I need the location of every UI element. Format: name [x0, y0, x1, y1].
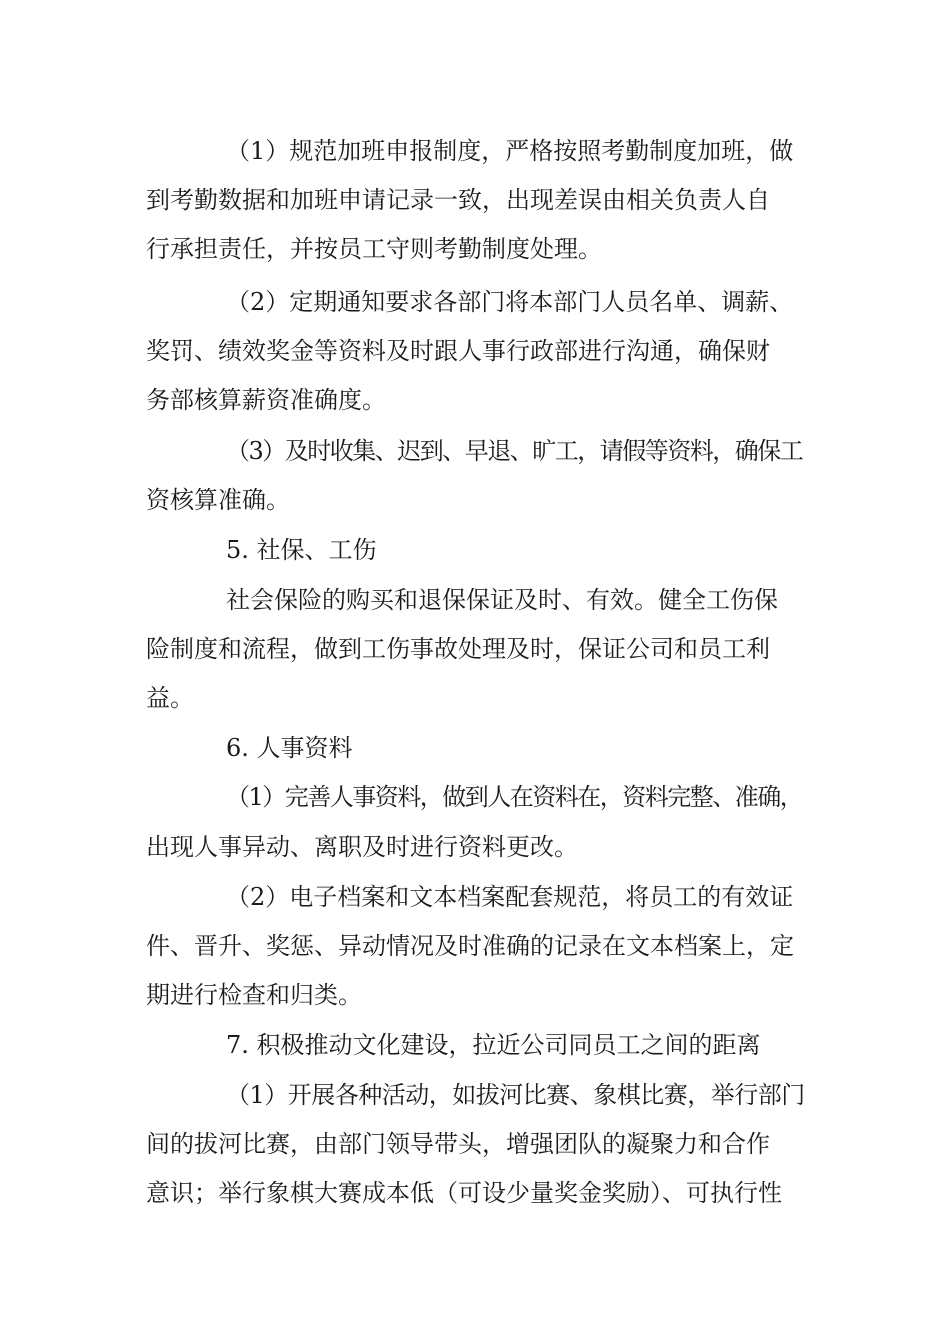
- text-line: 险制度和流程，做到工伤事故处理及时，保证公司和员工利: [146, 635, 770, 663]
- section-heading: 5. 社保、工伤: [226, 536, 377, 564]
- text-line: 行承担责任，并按员工守则考勤制度处理。: [146, 235, 602, 263]
- text-line: （1）规范加班申报制度，严格按照考勤制度加班，做: [226, 137, 794, 165]
- text-line: 奖罚、绩效奖金等资料及时跟人事行政部进行沟通，确保财: [146, 337, 770, 365]
- text-line: 到考勤数据和加班申请记录一致，出现差误由相关负责人自: [146, 186, 770, 214]
- text-line: （1）开展各种活动，如拔河比赛、象棋比赛，举行部门: [226, 1081, 805, 1109]
- text-line: 出现人事异动、离职及时进行资料更改。: [146, 833, 578, 861]
- section-heading: 6. 人事资料: [226, 734, 353, 762]
- text-line: 意识；举行象棋大赛成本低（可设少量奖金奖励）、可执行性: [146, 1179, 782, 1207]
- text-line: 件、晋升、奖惩、异动情况及时准确的记录在文本档案上，定: [146, 932, 794, 960]
- text-line: （3）及时收集、迟到、早退、旷工，请假等资料，确保工: [226, 437, 803, 465]
- text-line: 期进行检查和归类。: [146, 981, 362, 1009]
- section-heading: 7. 积极推动文化建设，拉近公司同员工之间的距离: [226, 1031, 761, 1059]
- text-line: （2）电子档案和文本档案配套规范，将员工的有效证: [226, 883, 794, 911]
- text-line: 资核算准确。: [146, 486, 290, 514]
- text-line: 间的拔河比赛，由部门领导带头，增强团队的凝聚力和合作: [146, 1130, 770, 1158]
- text-line: （2）定期通知要求各部门将本部门人员名单、调薪、: [226, 288, 794, 316]
- text-line: 务部核算薪资准确度。: [146, 386, 386, 414]
- text-line: 社会保险的购买和退保保证及时、有效。健全工伤保: [226, 586, 778, 614]
- text-line: （1）完善人事资料，做到人在资料在，资料完整、准确，: [226, 783, 803, 811]
- text-line: 益。: [146, 684, 194, 712]
